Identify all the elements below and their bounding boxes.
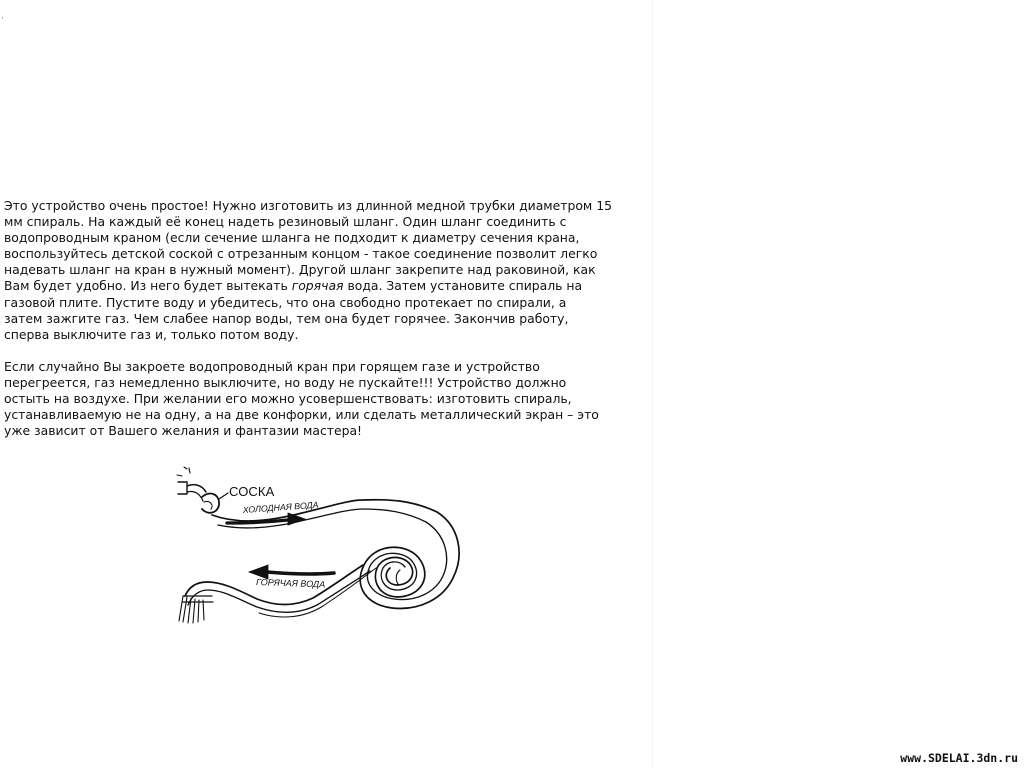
article-paragraph-1 bbox=[4, 198, 649, 343]
right-blank-gutter bbox=[652, 0, 1024, 768]
paragraph-2-line-5: уже зависит от Вашего желания и фантазии мастера! bbox=[4, 423, 363, 439]
paragraph-1-line-8: затем зажгите газ. Чем слабее напор воды, тем она будет горячее. Закончив работу, bbox=[4, 310, 569, 326]
paragraph-1-line-4: воспользуйтесь детской соской с отрезанным концом - такое соединение позволит легко bbox=[4, 246, 598, 262]
nipple-label-leader bbox=[219, 493, 228, 499]
copper-coil-icon bbox=[185, 500, 459, 617]
coil-water-heater-diagram bbox=[165, 462, 465, 628]
paragraph-2-line-4: устанавливаемую не на одну, а на две конфорки, или сделать металлический экран – это bbox=[4, 407, 599, 423]
paragraph-1-line-3: водопроводным краном (если сечение шланга не подходит к диаметру сечения крана, bbox=[4, 230, 580, 246]
paragraph-1-line-6-before: Вам будет удобно. Из него будет вытекать bbox=[4, 278, 292, 294]
paragraph-1-line-6 bbox=[4, 278, 649, 294]
paragraph-2-line-1: Если случайно Вы закроете водопроводный кран при горящем газе и устройство bbox=[4, 358, 540, 374]
site-credit: www.SDELAI.3dn.ru bbox=[900, 751, 1018, 765]
paragraph-1-line-6-after: вода. Затем установите спираль на bbox=[343, 278, 583, 294]
paragraph-2-line-2: перегреется, газ немедленно выключите, но воду не пускайте!!! Устройство должно bbox=[4, 374, 567, 390]
paragraph-1-line-9: сперва выключите газ и, только потом воду. bbox=[4, 326, 299, 342]
faucet-icon bbox=[177, 467, 219, 513]
paragraph-1-line-2: мм спираль. На каждый её конец надеть резиновый шланг. Один шланг соединить с bbox=[4, 214, 567, 230]
cold-water-flow-arrow-icon bbox=[227, 513, 305, 525]
hot-water-outlet-icon bbox=[179, 596, 213, 623]
paragraph-1-line-5: надевать шланг на кран в нужный момент). Другой шланг закрепите над раковиной, как bbox=[4, 262, 596, 278]
paragraph-1-line-7: газовой плите. Пустите воду и убедитесь, что она свободно протекает по спирали, а bbox=[4, 294, 567, 310]
article-paragraph-2 bbox=[4, 359, 649, 439]
paragraph-2-line-3: остыть на воздухе. При желании его можно усовершенствовать: изготовить спираль, bbox=[4, 391, 572, 407]
nipple-label: СОСКА bbox=[229, 484, 275, 499]
paragraph-1-line-1: Это устройство очень простое! Нужно изготовить из длинной медной трубки диаметром 15 bbox=[4, 198, 612, 213]
top-left-mark: · bbox=[1, 14, 4, 24]
cold-water-label: ХОЛОДНАЯ ВОДА bbox=[242, 499, 319, 515]
paragraph-1-line-6-emphasis: горячая bbox=[291, 278, 344, 294]
hot-water-label: ГОРЯЧАЯ ВОДА bbox=[255, 577, 326, 590]
article-text bbox=[4, 198, 649, 439]
